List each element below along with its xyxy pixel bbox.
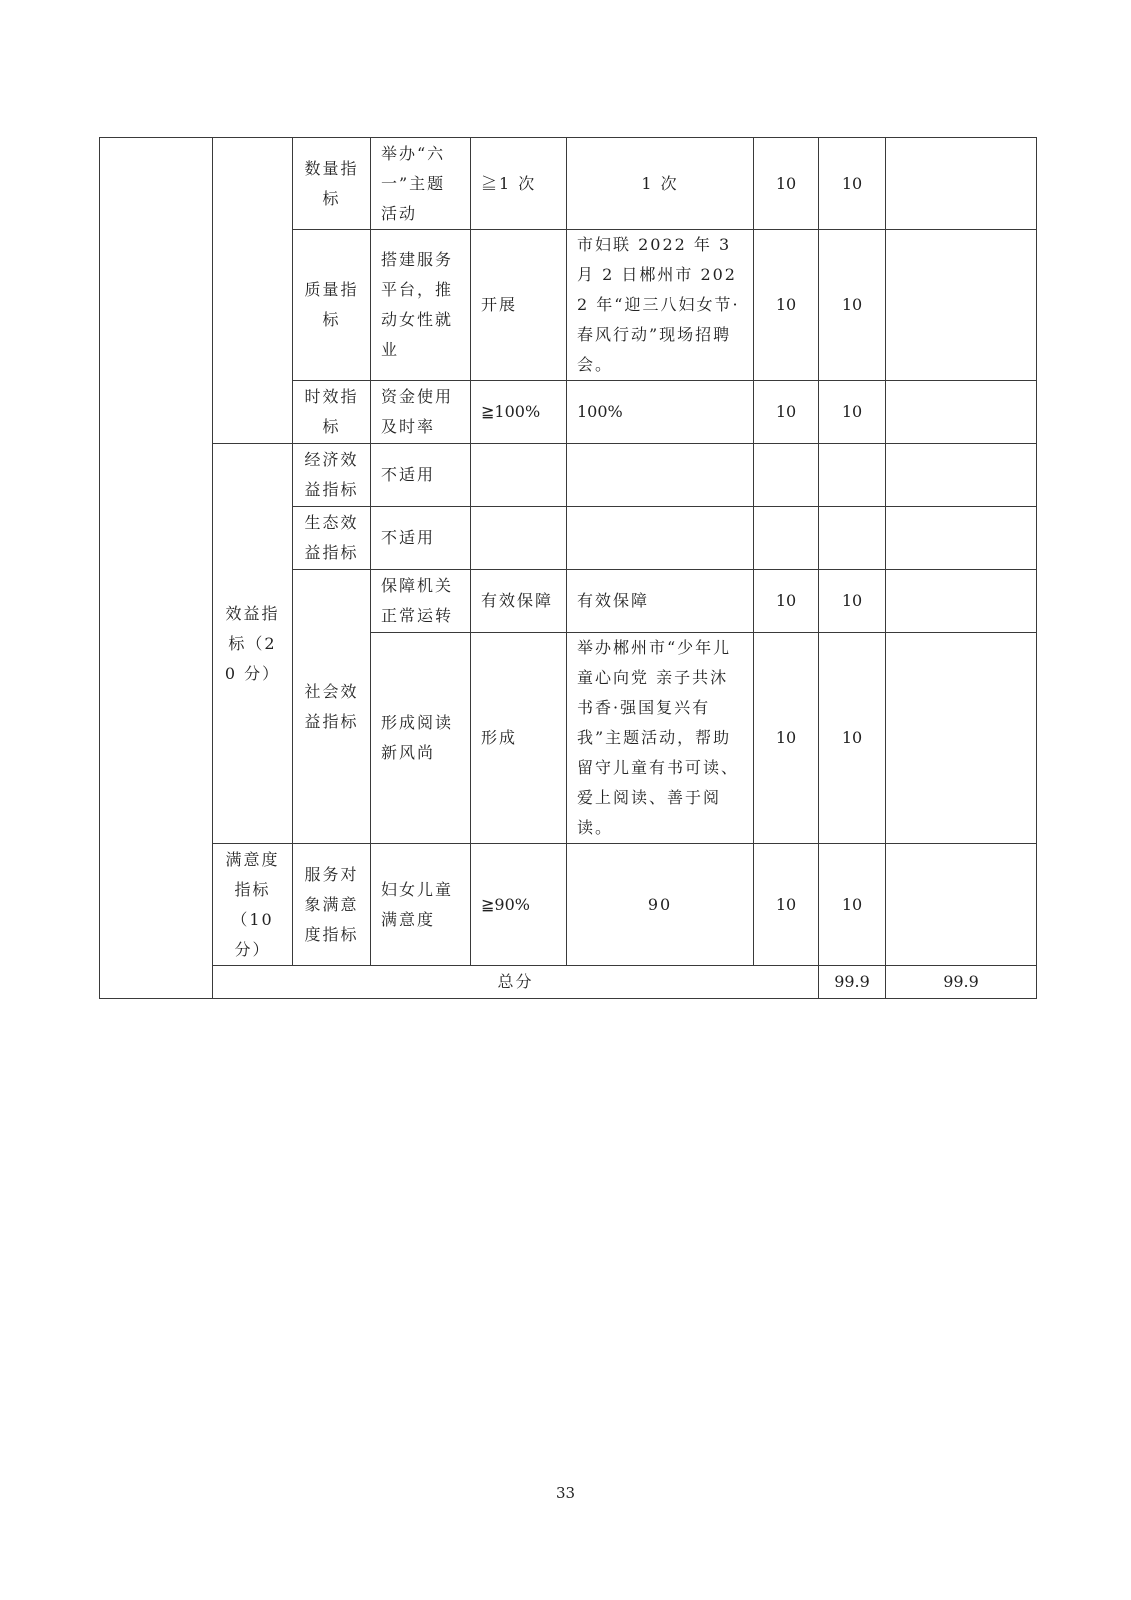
indicator-cell: 搭建服务平台，推动女性就业 (371, 230, 471, 381)
level3-cell: 质量指标 (293, 230, 371, 381)
level3-cell: 生态效益指标 (293, 507, 371, 570)
weight-cell (754, 507, 819, 570)
total-weight-cell: 99.9 (819, 966, 886, 999)
weight-cell: 10 (754, 844, 819, 966)
note-cell (886, 507, 1037, 570)
weight-cell: 10 (754, 138, 819, 230)
score-cell (819, 444, 886, 507)
indicator-cell: 举办“六一”主题活动 (371, 138, 471, 230)
note-cell (886, 570, 1037, 633)
note-cell (886, 844, 1037, 966)
total-score-cell: 99.9 (886, 966, 1037, 999)
table-row (100, 844, 1037, 966)
performance-evaluation-table (99, 137, 1037, 999)
weight-cell: 10 (754, 570, 819, 633)
indicator-cell: 资金使用及时率 (371, 381, 471, 444)
target-cell (471, 444, 567, 507)
indicator-cell: 妇女儿童满意度 (371, 844, 471, 966)
target-cell (471, 507, 567, 570)
level3-cell: 时效指标 (293, 381, 371, 444)
level3-cell: 数量指标 (293, 138, 371, 230)
indicator-cell: 不适用 (371, 444, 471, 507)
level3-cell: 经济效益指标 (293, 444, 371, 507)
score-cell: 10 (819, 844, 886, 966)
level2-output-cell (213, 138, 293, 444)
target-cell: ≧100% (471, 381, 567, 444)
indicator-cell: 保障机关正常运转 (371, 570, 471, 633)
actual-cell: 1 次 (567, 138, 754, 230)
total-label: 总分 (213, 966, 819, 999)
weight-cell: 10 (754, 230, 819, 381)
note-cell (886, 381, 1037, 444)
level3-cell: 服务对象满意度指标 (293, 844, 371, 966)
actual-cell (567, 507, 754, 570)
weight-cell: 10 (754, 381, 819, 444)
indicator-cell: 不适用 (371, 507, 471, 570)
level2-satisfaction-cell: 满意度指标（10 分） (213, 844, 293, 966)
actual-cell: 90 (567, 844, 754, 966)
target-cell: 有效保障 (471, 570, 567, 633)
actual-cell: 有效保障 (567, 570, 754, 633)
table-row (100, 138, 1037, 230)
score-cell: 10 (819, 138, 886, 230)
target-cell: 形成 (471, 633, 567, 844)
score-cell (819, 507, 886, 570)
note-cell (886, 138, 1037, 230)
actual-cell (567, 444, 754, 507)
actual-cell: 市妇联 2022 年 3 月 2 日郴州市 2022 年“迎三八妇女节·春风行动”现场招聘会。 (567, 230, 754, 381)
score-cell: 10 (819, 230, 886, 381)
weight-cell (754, 444, 819, 507)
table-row-total (100, 966, 1037, 999)
weight-cell: 10 (754, 633, 819, 844)
score-cell: 10 (819, 381, 886, 444)
actual-cell: 举办郴州市“少年儿童心向党 亲子共沐书香·强国复兴有我”主题活动，帮助留守儿童有书可读、爱上阅读、善于阅读。 (567, 633, 754, 844)
page-number: 33 (555, 1484, 576, 1502)
note-cell (886, 444, 1037, 507)
score-cell: 10 (819, 570, 886, 633)
note-cell (886, 230, 1037, 381)
target-cell: ≧90% (471, 844, 567, 966)
target-cell: 开展 (471, 230, 567, 381)
level1-cell (100, 138, 213, 999)
table-row (100, 444, 1037, 507)
target-cell: ≧1 次 (471, 138, 567, 230)
indicator-cell: 形成阅读新风尚 (371, 633, 471, 844)
level3-social-cell: 社会效益指标 (293, 570, 371, 844)
level2-benefit-cell: 效益指标（20 分） (213, 444, 293, 844)
note-cell (886, 633, 1037, 844)
actual-cell: 100% (567, 381, 754, 444)
score-cell: 10 (819, 633, 886, 844)
